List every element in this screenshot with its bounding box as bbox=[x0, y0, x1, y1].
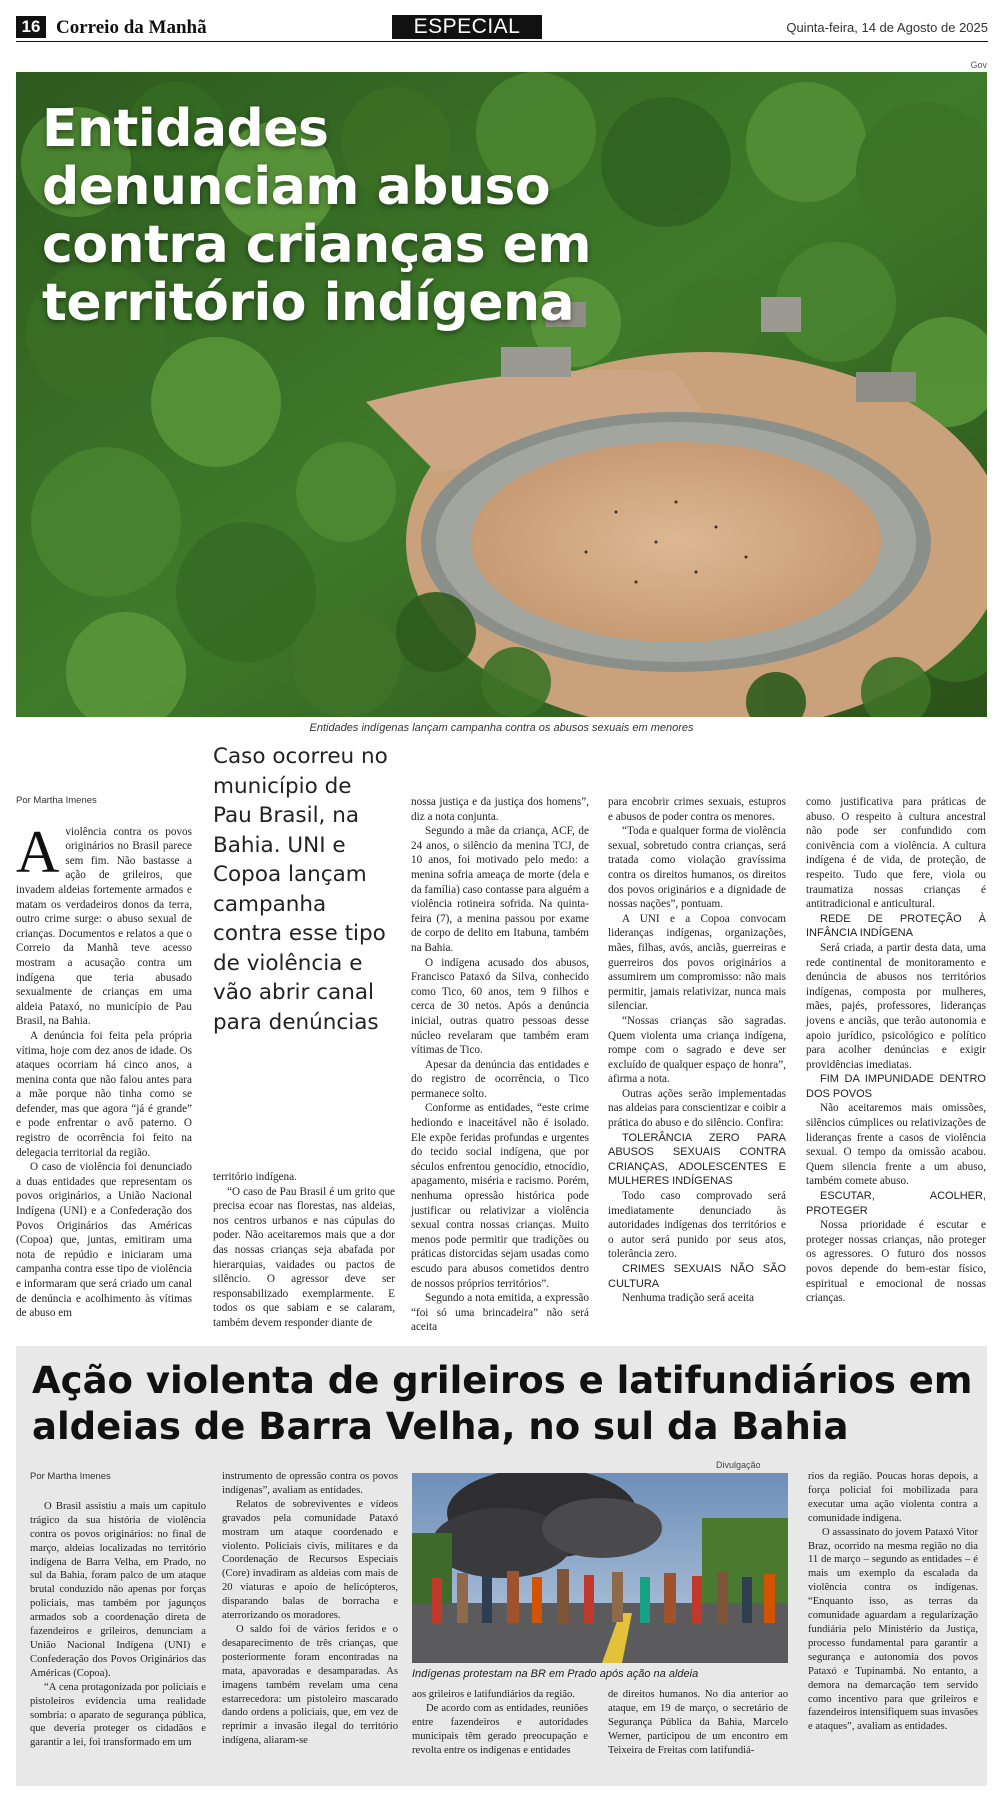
paragraph: O caso de violência foi denunciado a duas entidades que representam os povos originários, a União Nacional Indígena (UNI) e a Confederação dos Povos Originários das Américas (Copoa) que, juntas, emitiram uma nota de repúdio e iniciaram uma campanha contra esse tipo de violência e informaram que será criado um canal de denúncia e acolhimento às vítimas de abuso em bbox=[16, 1161, 192, 1320]
paragraph: aos grileiros e latifundiários da região. bbox=[412, 1689, 575, 1700]
paragraph: O Brasil assistiu a mais um capítulo trágico da sua história de violência contra os povos originários: no final de março, aldeias localizadas no território indígena de Barra Velha, em Prado, no sul da Bahia, foram palco de um ataque brutal conduzido não apenas por forças policiais, mas também por jagunços armados sob a coordenação direta de fazendeiros e grileiros, denunciam a União Nacional Indígena (UNI) e Confederação dos Povos Originários das Américas (Copoa). bbox=[30, 1500, 206, 1679]
second-column-1 bbox=[30, 1470, 206, 1750]
subhead: FIM DA IMPUNIDADE DENTRO DOS POVOS bbox=[806, 1073, 986, 1100]
second-column-5 bbox=[808, 1470, 978, 1734]
article-column-3 bbox=[411, 795, 589, 1335]
paragraph: violência contra os povos originários no Brasil parece sem fim. Não bastasse a ação de grileiros, que invadem aldeias fortemente armados e matam os verdadeiros donos da terra, outro crime surge: o abuso sexual de crianças. Documentos e relatos a que o Correio da Manhã teve acesso mostram a acusação contra um indígena que teria abusado sexualmente de crianças em uma aldeia Pataxó, no município de Pau Brasil, na Bahia. bbox=[16, 825, 192, 1028]
second-headline: Ação violenta de grileiros e latifundiários em aldeias de Barra Velha, no sul da Bahia bbox=[32, 1359, 973, 1448]
paragraph: Será criada, a partir desta data, uma rede continental de monitoramento e denúncia de abusos nos territórios indígenas, composta por mulheres, mães, pajés, professores, lideranças jovens e anciãs, que terão autonomia e apoio jurídico, psicológico e político para acolher denúncias e exigir providências imediatas. bbox=[806, 941, 986, 1071]
subhead: CRIMES SEXUAIS NÃO SÃO CULTURA bbox=[608, 1263, 786, 1290]
paragraph: A UNI e a Copoa convocam lideranças indígenas, organizações, mães, filhas, avós, anciãs, guerreiras e guerreiros dos povos originários a assumirem um compromisso: não mais permitir, jamais relativizar, nunca mais silenciar. bbox=[608, 912, 786, 1013]
paragraph: instrumento de opressão contra os povos indígenas”, avaliam as entidades. bbox=[222, 1471, 398, 1496]
page-header bbox=[16, 14, 988, 42]
protest-image bbox=[412, 1473, 788, 1663]
paragraph: Nossa prioridade é escutar e proteger nossas crianças, não proteger os agressores. O futuro dos nossos povos depende do bem-estar físico, espiritual e emocional de nossas crianças. bbox=[806, 1219, 986, 1305]
second-column-2 bbox=[222, 1470, 398, 1748]
paragraph: “Nossas crianças são sagradas. Quem violenta uma criança indígena, rompe com o sagrado e deve ser excluído de qualquer espaço de honra”, afirma a nota. bbox=[608, 1014, 786, 1086]
article-column-1 bbox=[16, 794, 192, 1321]
paragraph: A denúncia foi feita pela própria vítima, hoje com dez anos de idade. Os ataques ocorriam há cinco anos, a menina conta que não falou antes para a mãe porque não tinha como se defender, mas que agora “já é grande” e pode enfrentar o avô paterno. O registro de ocorrência foi feito na delegacia territorial da região. bbox=[16, 1029, 192, 1159]
paragraph: Apesar da denúncia das entidades e do registro de ocorrência, o Tico permanece solto. bbox=[411, 1058, 589, 1100]
paragraph: território indígena. bbox=[213, 1171, 297, 1183]
second-article-box bbox=[16, 1346, 987, 1786]
article-column-5 bbox=[806, 795, 986, 1306]
paragraph: O saldo foi de vários feridos e o desaparecimento de três crianças, que posteriormente foram encontradas na mata, apavoradas e desamparadas. As imagens também revelam uma cena estarrecedora: um pistoleiro mascarado dando ordens a policiais, que, em vez de reprimir a invasão ilegal do território indígena, aliaram-se bbox=[222, 1623, 398, 1747]
protest-photo bbox=[412, 1473, 788, 1663]
paragraph: rios da região. Poucas horas depois, a força policial foi mobilizada para executar uma ação violenta contra a comunidade indígena. bbox=[808, 1471, 978, 1524]
paragraph: “A cena protagonizada por policiais e pistoleiros evidencia uma realidade sombria: o aparato de segurança pública, que deveria proteger os cidadãos e garantir a lei, foi transformado em um bbox=[30, 1681, 206, 1749]
article-column-4 bbox=[608, 795, 786, 1306]
photo-caption: Indígenas protestam na BR em Prado após ação na aldeia bbox=[412, 1668, 699, 1680]
subhead: TOLERÂNCIA ZERO PARA ABUSOS SEXUAIS CONTRA CRIANÇAS, ADOLESCENTES E MULHERES INDÍGENAS bbox=[608, 1131, 786, 1188]
main-headline: Entidades denunciam abuso contra crianças em território indígena bbox=[42, 99, 592, 333]
subhead: REDE DE PROTEÇÃO À INFÂNCIA INDÍGENA bbox=[806, 912, 986, 940]
paragraph: Todo caso comprovado será imediatamente denunciado às autoridades indígenas dos territórios e o autor será punido por seus atos, tolerância zero. bbox=[608, 1190, 786, 1261]
paragraph: para encobrir crimes sexuais, estupros e abusos de poder contra os menores. bbox=[608, 796, 786, 823]
byline: Por Martha Imenes bbox=[30, 1471, 111, 1482]
deck-subheadline: Caso ocorreu no município de Pau Brasil, na Bahia. UNI e Copoa lançam campanha contra esse tipo de violência e vão abrir canal para denúncias bbox=[213, 744, 388, 1035]
article-column-2 bbox=[213, 1170, 395, 1331]
edition-date: Quinta-feira, 14 de Agosto de 2025 bbox=[786, 20, 988, 35]
newspaper-name: Correio da Manhã bbox=[56, 17, 207, 38]
paragraph: nossa justiça e da justiça dos homens”, diz a nota conjunta. bbox=[411, 796, 589, 823]
paragraph: Conforme as entidades, “este crime hediondo e inaceitável não é isolado. Ele expõe feridas profundas e urgentes do tecido social indígena, que por séculos enfrentou genocídio, etnocídio, apagamento, miséria e racismo. Porém, nenhuma opressão histórica pode justificar ou relativizar a violência sexual contra nossas crianças. Muito menos pode permitir que tradições ou práticas distorcidas sejam usadas como escudo para abusos cometidos dentro de nossos próprios territórios”. bbox=[411, 1102, 589, 1290]
paragraph: Segundo a nota emitida, a expressão “foi só uma brincadeira” não será aceita bbox=[411, 1292, 589, 1334]
page-number: 16 bbox=[16, 16, 46, 38]
photo-credit: Divulgação bbox=[716, 1460, 761, 1470]
paragraph: Outras ações serão implementadas nas aldeias para conscientizar e coibir a prática do abuso e do silêncio. Confira: bbox=[608, 1087, 786, 1130]
subhead: ESCUTAR, ACOLHER, PROTEGER bbox=[806, 1190, 986, 1217]
photo-caption: Entidades indígenas lançam campanha contra os abusos sexuais em menores bbox=[309, 722, 694, 734]
paragraph: “O caso de Pau Brasil é um grito que precisa ecoar nas florestas, nas aldeias, nos centros urbanos e nas cúpulas do poder. Não aceitaremos mais que a dor das nossas crianças seja abafada por hierarquias, vaidades ou pactos de silêncio. O agressor deve ser responsabilizado exemplarmente. E todos os que sabiam e se calaram, também devem responder diante de bbox=[213, 1185, 395, 1329]
paragraph: De acordo com as entidades, reuniões entre fazendeiros e autoridades municipais têm gerado preocupação e revolta entre os indígenas e entidades bbox=[412, 1702, 588, 1756]
section-label: ESPECIAL bbox=[392, 15, 542, 39]
second-column-4 bbox=[608, 1688, 788, 1758]
photo-credit: Gov bbox=[970, 60, 987, 70]
drop-cap: A bbox=[16, 818, 60, 885]
hero-photo bbox=[16, 72, 987, 717]
paragraph: Nenhuma tradição será aceita bbox=[622, 1292, 754, 1305]
paragraph: Não aceitaremos mais omissões, silêncios cúmplices ou relativizações de lideranças frente a casos de violência sexual. O tempo da omissão acabou. Quem silencia frente a um abuso, também comete abuso. bbox=[806, 1102, 986, 1188]
paragraph: O indígena acusado dos abusos, Francisco Pataxó da Silva, conhecido como Tico, 60 anos, tem 9 filhos e cerca de 30 netos. Após a denúncia inicial, outras quatro pessoas desse núcleo revelaram que também eram vítimas de Tico. bbox=[411, 956, 589, 1057]
paragraph: “Toda e qualquer forma de violência sexual, sobretudo contra crianças, será tratada como violação gravíssima contra os direitos humanos, os direitos dos povos originários e a dignidade de nossas nações”, pontuam. bbox=[608, 825, 786, 911]
paragraph: de direitos humanos. No dia anterior ao ataque, em 19 de março, o secretário de Segurança Pública da Bahia, Marcelo Werner, participou de um encontro em Teixeira de Freitas com latifundiá- bbox=[608, 1689, 788, 1756]
paragraph: Segundo a mãe da criança, ACF, de 24 anos, o silêncio da menina TCJ, de 10 anos, foi motivado pelo medo: a menina sofria ameaça de morte (dela e da família) caso contasse para alguém a violência rotineira sofrida. Na quinta-feira (7), a menina passou por exame de corpo de delito em Itabuna, também na Bahia. bbox=[411, 825, 589, 954]
second-column-3 bbox=[412, 1688, 588, 1758]
paragraph: como justificativa para práticas de abuso. O respeito à cultura ancestral não pode ser confundido com conivência com a violência. A cultura indígena é de vida, de proteção, de respeito. Tudo que fere, viola ou traumatiza nossas crianças é antitradicional e anticultural. bbox=[806, 796, 986, 911]
byline: Por Martha Imenes bbox=[16, 795, 97, 806]
paragraph: O assassinato do jovem Pataxó Vitor Braz, ocorrido na mesma região no dia 11 de março – segundo as entidades – é mais um exemplo da escalada da violência contra os indígenas. “Enquanto isso, as terras da comunidade aguardam a regularização fundiária pelo Ministério da Justiça, processo fundamental para garantir a segurança e autonomia dos povos Pataxó e Tupinambá. No entanto, a demora na demarcação tem servido como incentivo para que grileiros e fazendeiros intensifiquem suas invasões e ataques”, avaliam as entidades. bbox=[808, 1526, 978, 1733]
paragraph: Relatos de sobreviventes e vídeos gravados pela comunidade Pataxó mostram um ataque coordenado e violento. Policiais civis, militares e da Coordenação de Recursos Especiais (Core) invadiram as aldeias com mais de 20 viaturas e apoio de helicópteros, disparando balas de borracha e aterrorizando os moradores. bbox=[222, 1498, 398, 1622]
